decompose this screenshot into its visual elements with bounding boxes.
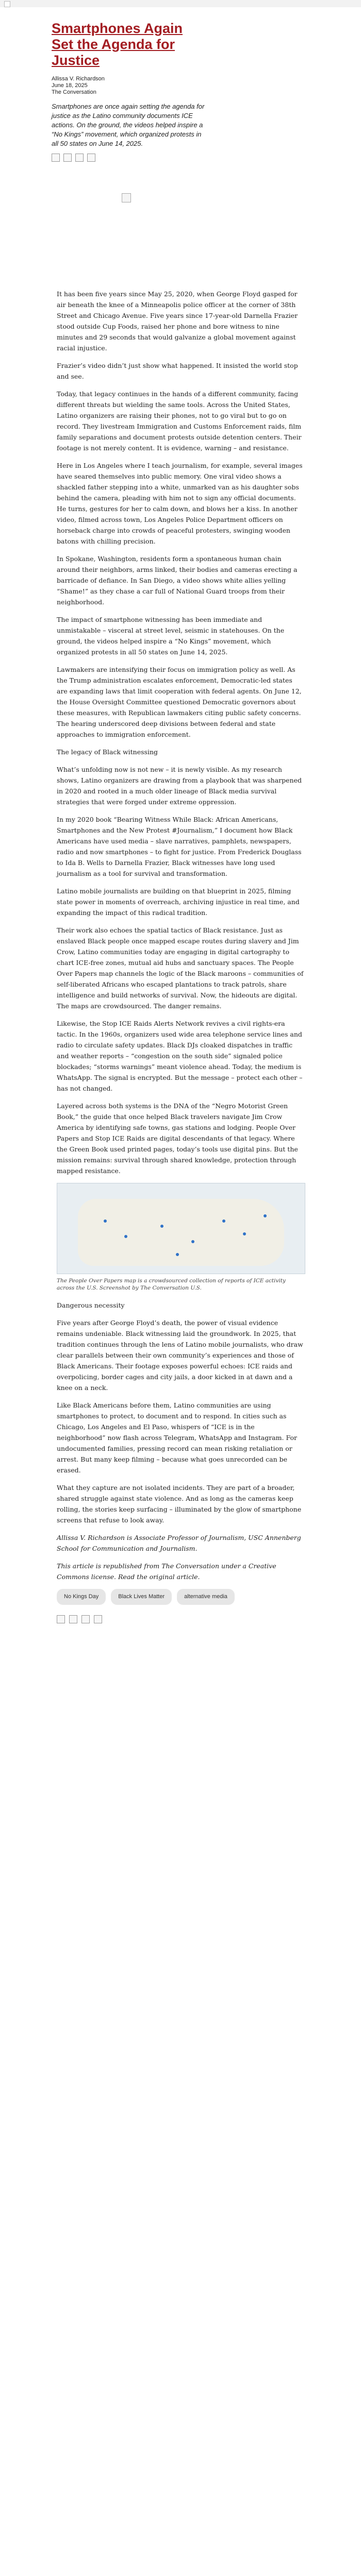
paragraph: Here in Los Angeles where I teach journalism, for example, several images have seared themselves into public memory. One viral video shows a shackled father stepping into a white, unmarked van as his daughter sobs behind the camera, pleading with him not to sign any official documents. He turns, gestures for her to calm down, and blows her a kiss. In another video, filmed across town, Los Angeles Police Department officers on horseback charge into crowds of peaceful protesters, swinging wooden batons with chilling precision. xyxy=(57,462,303,545)
share-icon[interactable] xyxy=(81,1615,90,1623)
byline xyxy=(52,76,206,96)
tag-item[interactable]: alternative media xyxy=(177,1589,235,1605)
paragraph: Latino mobile journalists are building on that blueprint in 2025, filming state power in moments of overreach, archiving injustice in real time, and expanding the impact of this radical tradition. xyxy=(57,887,300,917)
paragraph: In Spokane, Washington, residents form a spontaneous human chain around their neighbors, arms linked, their bodies and cameras erecting a barricade of defiance. In San Diego, a video shows white allies yelling “Shame!” as they chase a car full of National Guard troops from their neighborhood. xyxy=(57,555,298,606)
share-icon[interactable] xyxy=(52,154,60,162)
logo-placeholder-icon xyxy=(4,1,10,7)
paragraph: Today, that legacy continues in the hands of a different community, facing different threats but wielding the same tools. Across the United States, Latino organizers are raising their phones, not to go viral but to go on record. They livestream Immigration and Customs Enforcement raids, film family separations and document protests outside detention centers. Their footage is not merely content. It is evidence, warning – and resistance. xyxy=(57,390,302,452)
article-body xyxy=(57,289,304,1629)
image-caption: The People Over Papers map is a crowdsourced collection of reports of ICE activity across the U.S. Screenshot by The Conversation U.S. xyxy=(57,1278,286,1291)
share-icon[interactable] xyxy=(57,1615,65,1623)
page-title[interactable]: Smartphones Again Set the Agenda for Justice xyxy=(52,21,183,68)
paragraph: Five years after George Floyd’s death, the power of visual evidence remains undeniable. Black witnessing laid the groundwork. In 2025, that tradition continues through the lens of Latino mobile journalists, who draw clear parallels between their own community’s experiences and those of Black Americans. Their footage exposes powerful echoes: ICE raids and overpolicing, border cages and city jails, a door kicked in at dawn and a knee on a neck. xyxy=(57,1319,303,1392)
map-pin xyxy=(222,1219,225,1223)
article-header xyxy=(52,21,206,162)
map-pin xyxy=(124,1235,127,1238)
share-icon[interactable] xyxy=(75,154,84,162)
section-heading: The legacy of Black witnessing xyxy=(57,748,158,756)
author-bio: Allissa V. Richardson is Associate Professor of Journalism, USC Annenberg School for Communication and Journalism. xyxy=(57,1534,301,1552)
share-icon[interactable] xyxy=(69,1615,77,1623)
paragraph: The impact of smartphone witnessing has been immediate and unmistakable – visceral at street level, seismic in statehouses. On the ground, the videos helped inspire a “No Kings” movement, which organized protests in all 50 states on June 14, 2025. xyxy=(57,616,285,656)
tag-item[interactable]: No Kings Day xyxy=(57,1589,106,1605)
paragraph: Lawmakers are intensifying their focus on immigration policy as well. As the Trump administration escalates enforcement, Democratic-led states are expanding laws that limit cooperation with federal agents. On June 12, the House Oversight Committee questioned Democratic governors about these measures, with Republican lawmakers citing public safety concerns. The hearing underscored deep divisions between federal and state approaches to immigration enforcement. xyxy=(57,666,302,738)
paragraph: Their work also echoes the spatial tactics of Black resistance. Just as enslaved Black people once mapped escape routes during slavery and Jim Crow, Latino communities today are engaging in digital cartography to chart ICE-free zones, mutual aid hubs and sanctuary spaces. The People Over Papers map channels the logic of the Black maroons – communities of self-liberated Africans who escaped plantations to track patrols, share intelligence and build networks of survival. Now, the hideouts are digital. The maps are crowdsourced. The danger remains. xyxy=(57,926,304,1010)
lede: Smartphones are once again setting the agenda for justice as the Latino community documents ICE actions. On the ground, the videos helped inspire a “No Kings” movement, which organized protests in all 50 states on June 14, 2025. xyxy=(52,103,205,147)
share-icon[interactable] xyxy=(63,154,72,162)
paragraph: What’s unfolding now is not new – it is newly visible. As my research shows, Latino organizers are drawing from a playbook that was sharpened in 2020 and rooted in a much older lineage of Black media survival strategies that were forged under extreme oppression. xyxy=(57,766,302,806)
paragraph: Likewise, the Stop ICE Raids Alerts Network revives a civil rights-era tactic. In the 1960s, organizers used wide area telephone service lines and radio to circulate safety updates. Black DJs cloaked dispatches in traffic and weather reports – “congestion on the south side” signaled police blockades; “storms warnings” meant violence ahead. Today, the medium is WhatsApp. The signal is encrypted. But the message – protect each other – has not changed. xyxy=(57,1020,303,1092)
paragraph: In my 2020 book “Bearing Witness While Black: African Americans, Smartphones and the New Protest #Journalism,” I document how Black Americans have used media – slave narratives, pamphlets, newspapers, radio and now smartphones – to fight for justice. From Frederick Douglass to Ida B. Wells to Darnella Frazier, Black witnesses have long used journalism as a tool for survival and transformation. xyxy=(57,816,302,877)
republish-note: This article is republished from The Conversation under a Creative Commons license. Read the original article. xyxy=(57,1562,276,1581)
map-pin xyxy=(243,1232,246,1235)
map-pin xyxy=(104,1219,107,1223)
hero-image-placeholder-icon xyxy=(122,193,131,202)
email-top-bar xyxy=(0,0,361,7)
paragraph: Frazier’s video didn’t just show what happened. It insisted the world stop and see. xyxy=(57,362,298,380)
share-icon[interactable] xyxy=(94,1615,102,1623)
share-icon[interactable] xyxy=(87,154,95,162)
author-name: Allissa V. Richardson xyxy=(52,76,105,82)
tag-item[interactable]: Black Lives Matter xyxy=(111,1589,172,1605)
map-pin xyxy=(160,1225,163,1228)
publish-date: June 18, 2025 xyxy=(52,82,88,89)
paragraph: Layered across both systems is the DNA of the “Negro Motorist Green Book,” the guide that once helped Black travelers navigate Jim Crow America by identifying safe towns, gas stations and lodging. People Over Papers and Stop ICE Raids are digital descendants of that legacy. Where the Green Book used printed pages, today’s tools use digital pins. But the mission remains: survival through shared knowledge, protection through mapped resistance. xyxy=(57,1102,298,1175)
paragraph: It has been five years since May 25, 2020, when George Floyd gasped for air beneath the knee of a Minneapolis police officer at the corner of 38th Street and Chicago Avenue. Five years since 17-year-old Darnella Frazier stood outside Cup Foods, raised her phone and bore witness to nine minutes and 29 seconds that would galvanize a global movement against racial injustice. xyxy=(57,290,298,352)
map-landmass xyxy=(78,1199,284,1266)
source-name: The Conversation xyxy=(52,89,96,95)
map-pin xyxy=(176,1253,179,1256)
republish-icons xyxy=(57,1615,304,1623)
tag-list xyxy=(57,1589,304,1605)
people-over-papers-map-image xyxy=(57,1183,305,1274)
share-row xyxy=(52,154,206,162)
paragraph: What they capture are not isolated incidents. They are part of a broader, shared struggle against state violence. And as long as the cameras keep rolling, the stories keep surfacing – illuminated by the glow of smartphone screens that refuse to look away. xyxy=(57,1484,302,1524)
map-pin xyxy=(264,1214,267,1217)
map-pin xyxy=(191,1240,194,1243)
paragraph: Like Black Americans before them, Latino communities are using smartphones to protect, to document and to respond. In cities such as Chicago, Los Angeles and El Paso, whispers of “ICE is in the neighborhood” now flash across Telegram, WhatsApp and Instagram. For undocumented families, pressing record can mean risking retaliation or arrest. But many keep filming – because what goes unrecorded can be erased. xyxy=(57,1401,297,1474)
section-heading: Dangerous necessity xyxy=(57,1301,125,1309)
